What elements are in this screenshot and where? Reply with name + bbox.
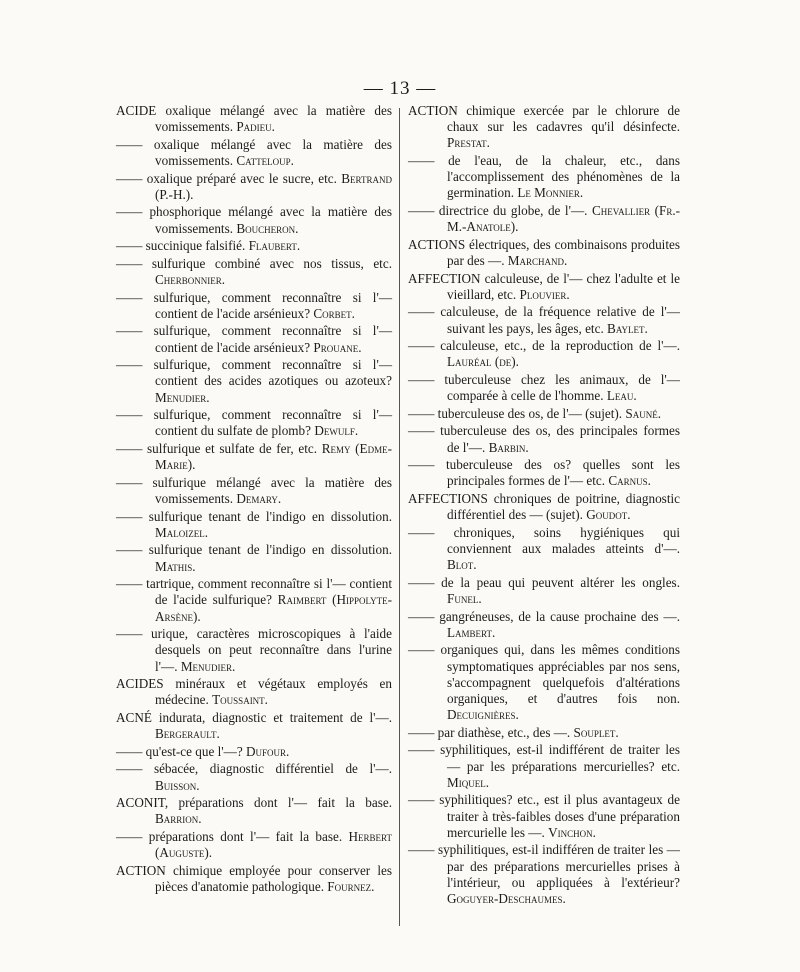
entry-text: chimique employée pour conserver les pièces d'anatomie pathologique. [155, 862, 392, 894]
entry-headword: —— [116, 542, 143, 558]
entry-text: sulfurique, comment reconnaître si l'— contient de l'acide arsénieux? [153, 323, 393, 355]
entry-author: Mathis. [155, 558, 196, 574]
entry-text: phosphorique mélangé avec la matière des vomissements. [149, 204, 392, 236]
index-entry [116, 323, 392, 355]
index-entry [408, 372, 680, 404]
index-entry [408, 525, 680, 574]
entry-text: oxalique mélangé avec la matière des vomissements. [153, 136, 392, 168]
index-entry [408, 103, 680, 152]
entry-text: syphilitiques? etc., est il plus avantageux de traiter à très-faibles doses d'une préparation mercurielle les —. [439, 792, 680, 840]
entry-author: Barbin. [488, 439, 529, 455]
entry-author: Blot. [447, 557, 477, 573]
entry-author: Le Monnier. [517, 185, 584, 201]
right-column [408, 103, 680, 909]
index-entry [116, 103, 392, 135]
entry-headword: —— [116, 828, 143, 844]
entry-headword: ACIDE [116, 103, 157, 118]
entry-author: Funel. [447, 590, 482, 606]
entry-author: Prestat. [447, 135, 490, 151]
index-entry [408, 575, 680, 607]
entry-headword: —— [116, 238, 143, 254]
index-entry [116, 171, 392, 203]
entry-author: Prouane. [313, 339, 362, 355]
entry-headword: —— [408, 792, 435, 808]
left-column [116, 103, 392, 897]
entry-headword: —— [116, 626, 143, 642]
entry-text: chroniques, soins hygiéniques qui conviennent aux malades atteints d'—. [447, 524, 681, 556]
index-entry [116, 761, 392, 793]
index-entry [116, 290, 392, 322]
entry-text: oxalique préparé avec le sucre, etc. [146, 170, 337, 186]
entry-author: Chevallier (Fr.-M.-Anatole). [447, 203, 681, 235]
entry-text: tuberculeuse des os, des principales formes de l'—. [440, 423, 681, 455]
entry-author: Catteloup. [236, 153, 294, 168]
entry-text: tuberculeuse des os? quelles sont les principales formes de l'— etc. [446, 457, 680, 489]
index-entry [116, 676, 392, 708]
entry-headword: ACTION [408, 103, 458, 118]
entry-author: Marchand. [507, 253, 568, 268]
entry-text: qu'est-ce que l'—? [145, 743, 243, 759]
entry-headword: —— [116, 761, 143, 777]
entry-author: Boucheron. [236, 220, 299, 236]
entry-headword: AFFECTIONS [408, 490, 488, 506]
entry-headword: —— [116, 136, 143, 152]
entry-text: sébacée, diagnostic différentiel de l'—. [153, 761, 392, 777]
entry-author: Raimbert (Hippolyte-Arsène). [155, 592, 392, 624]
entry-headword: —— [116, 474, 143, 490]
index-entry [116, 509, 392, 541]
entry-headword: ACTION [116, 862, 166, 878]
entry-author: Menudier. [155, 389, 210, 405]
index-entry [408, 423, 680, 455]
entry-text: calculeuse, de la fréquence relative de l'—suivant les pays, les âges, etc. [440, 304, 680, 336]
entry-text: tuberculeuse des os, de l'— (sujet). [437, 405, 623, 421]
entry-text: de l'eau, de la chaleur, etc., dans l'accomplissement des phénomènes de la germination. [447, 153, 680, 201]
entry-author: Carnus. [608, 473, 651, 489]
entry-headword: —— [116, 255, 143, 271]
entry-headword: —— [116, 170, 143, 186]
index-entry [408, 271, 680, 303]
entry-author: Sauné. [625, 405, 661, 421]
entry-text: succinique falsifié. [145, 238, 246, 254]
index-entry [408, 725, 680, 741]
entry-text: sulfurique tenant de l'indigo en dissolution. [148, 542, 393, 558]
entry-text: oxalique mélangé avec la matière des vomissements. [155, 103, 392, 135]
entry-headword: —— [408, 842, 435, 858]
entry-headword: —— [408, 304, 435, 320]
index-entry [116, 626, 392, 675]
entry-author: Bergerault. [155, 726, 220, 742]
entry-author: Dufour. [246, 743, 290, 759]
entry-author: Lauréal (de). [447, 354, 519, 370]
page-number: — 13 — [363, 78, 437, 99]
entry-author: Miquel. [447, 774, 490, 790]
entry-author: Vinchon. [548, 824, 596, 840]
index-entry [116, 357, 392, 406]
index-entry [408, 457, 680, 489]
entry-text: chimique exercée par le chlorure de chaux sur les cadavres qu'il désinfecte. [447, 103, 681, 135]
entry-headword: ACIDES [116, 676, 164, 692]
entry-author: Plouvier. [519, 286, 570, 302]
entry-author: Dewulf. [314, 423, 359, 439]
index-entry [408, 642, 680, 723]
entry-author: Barrion. [155, 811, 202, 827]
entry-headword: —— [408, 574, 435, 590]
entry-text: sulfurique, comment reconnaître si l'— contient de l'acide arsénieux? [153, 289, 393, 321]
entry-headword: —— [408, 724, 435, 740]
entry-headword: —— [408, 203, 435, 218]
entry-text: syphilitiques, est-il indifféren de traiter les — par des préparations mercurielles prises à l'intérieur, ou appliquées à l'extérieur? [437, 842, 680, 890]
entry-headword: —— [408, 153, 435, 168]
entry-text: organiques qui, dans les mêmes conditions symptomatiques appréciables par nos sens, s'accompagnent quelquefois d'altérations organiques, et d'autres fois non. [440, 642, 680, 706]
entry-author: Demary. [236, 490, 282, 506]
entry-author: Toussaint. [212, 692, 268, 708]
entry-text: directrice du globe, de l'—. [438, 203, 588, 218]
index-entry [116, 863, 392, 895]
index-entry [116, 475, 392, 507]
index-entry [116, 137, 392, 169]
index-entry [408, 338, 680, 370]
entry-text: sulfurique et sulfate de fer, etc. [147, 440, 318, 456]
entry-text: chroniques de poitrine, diagnostic différentiel des — (sujet). [447, 490, 680, 523]
entry-headword: —— [116, 289, 143, 305]
entry-author: Menudier. [180, 658, 236, 674]
entry-headword: —— [408, 371, 435, 387]
entry-author: Remy (Edme-Marie). [155, 440, 393, 473]
index-entry [408, 153, 680, 202]
column-divider [399, 108, 400, 926]
index-entry [116, 542, 392, 574]
index-entry [116, 744, 392, 760]
entry-headword: —— [116, 440, 143, 456]
entry-author: Lambert. [447, 624, 496, 640]
entry-author: Cherbonnier. [155, 271, 226, 287]
entry-text: syphilitiques, est-il indifférent de traiter les — par les préparations mercurielles? etc. [440, 742, 680, 774]
entry-author: Padieu. [236, 119, 275, 135]
entry-headword: —— [116, 743, 143, 759]
index-entry [408, 842, 680, 907]
entry-text: sulfurique tenant de l'indigo en dissolution. [148, 508, 393, 524]
entry-headword: AFFECTION [408, 270, 481, 286]
entry-text: de la peau qui peuvent altérer les ongles. [441, 574, 680, 590]
entry-headword: —— [116, 576, 143, 592]
index-entry [116, 204, 392, 236]
entry-headword: —— [116, 204, 143, 220]
index-entry [116, 710, 392, 742]
entry-text: sulfurique, comment reconnaître si l'— contient du sulfate de plomb? [153, 407, 393, 439]
entry-text: tartrique, comment reconnaître si l'— contient de l'acide sulfurique? [146, 576, 392, 608]
index-entry [408, 491, 680, 523]
entry-text: indurata, diagnostic et traitement de l'—. [158, 709, 392, 725]
index-entry [408, 237, 680, 269]
entry-author: Souplet. [573, 724, 619, 740]
entry-text: sulfurique, comment reconnaître si l'— contient des acides azotiques ou azoteux? [153, 357, 393, 389]
entry-text: préparations dont l'— fait la base. [178, 795, 393, 811]
entry-text: gangréneuses, de la cause prochaine des —. [439, 608, 681, 624]
entry-author: Fournez. [327, 878, 375, 894]
entry-author: Herbert (Auguste). [155, 828, 393, 861]
entry-headword: —— [408, 642, 435, 658]
entry-author: Goudot. [586, 507, 631, 523]
index-entry [116, 238, 392, 254]
entry-text: par diathèse, etc., des —. [437, 724, 571, 740]
entry-author: Leau. [606, 388, 637, 404]
index-entry [116, 795, 392, 827]
entry-author: Decuignières. [447, 707, 519, 723]
index-entry [408, 609, 680, 641]
entry-headword: —— [408, 524, 435, 540]
entry-text: tuberculeuse chez les animaux, de l'— comparée à celle de l'homme. [444, 371, 680, 404]
entry-author: Maloizel. [155, 524, 209, 540]
entry-headword: —— [116, 323, 143, 339]
entry-headword: —— [408, 338, 435, 354]
entry-text: sulfurique mélangé avec la matière des vomissements. [152, 474, 392, 506]
entry-headword: —— [116, 357, 143, 373]
entry-headword: —— [408, 742, 435, 758]
index-entry [408, 406, 680, 422]
entry-headword: ACTIONS [408, 236, 466, 252]
entry-text: électriques, des combinaisons produites par des —. [447, 236, 680, 268]
index-entry [116, 256, 392, 288]
entry-text: urique, caractères microscopiques à l'aide desquels on peut reconnaître dans l'urine l'—. [151, 626, 393, 674]
entry-headword: —— [408, 405, 435, 421]
entry-text: minéraux et végétaux employés en médecine. [155, 676, 393, 708]
index-entry [408, 304, 680, 336]
entry-text: préparations dont l'— fait la base. [148, 828, 343, 844]
entry-headword: —— [116, 508, 143, 524]
index-entry [408, 203, 680, 235]
entry-author: Bertrand (P.-H.). [155, 170, 393, 202]
index-entry [116, 407, 392, 439]
entry-text: sulfurique combiné avec nos tissus, etc. [151, 255, 392, 271]
index-entry [116, 576, 392, 625]
index-entry [408, 742, 680, 791]
index-entry [116, 441, 392, 473]
entry-headword: —— [408, 423, 435, 439]
index-entry [116, 829, 392, 861]
index-entry [408, 792, 680, 841]
entry-author: Goguyer-Deschaumes. [447, 890, 566, 906]
entry-headword: —— [408, 608, 435, 624]
entry-author: Buisson. [155, 777, 200, 793]
entry-headword: ACNÉ [116, 709, 152, 725]
entry-headword: ACONIT, [116, 795, 169, 811]
entry-author: Baylet. [607, 320, 648, 336]
entry-text: calculeuse, de l'— chez l'adulte et le vieillard, etc. [447, 270, 680, 302]
entry-headword: —— [116, 407, 143, 423]
entry-author: Flaubert. [248, 238, 301, 254]
entry-author: Corbet. [313, 305, 355, 321]
entry-text: calculeuse, etc., de la reproduction de l'—. [440, 338, 680, 354]
entry-headword: —— [408, 457, 435, 473]
